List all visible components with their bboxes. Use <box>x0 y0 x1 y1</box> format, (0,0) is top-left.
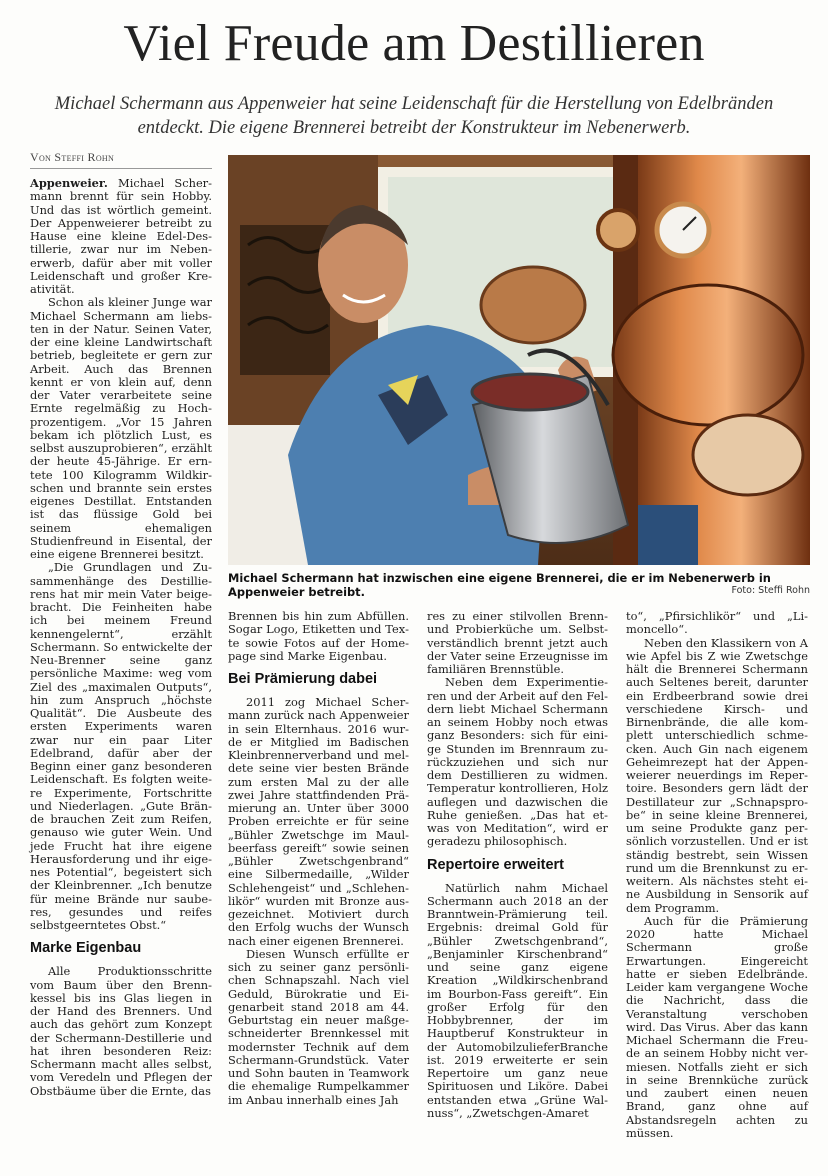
paragraph: Diesen Wunsch erfüllte er sich zu seiner ganz persönlichen Schnapszahl. Nach viel Geduld, Bürokratie und Eigenarbeit stand 2018 am 44. Geburtstag ein neuer maßgeschneiderter Brennkessel mit modernster Technik auf dem Schermann-Grundstück. Vater und Sohn bauten in Teamwork die ehemalige Rumpelkammer im Anbau innerhalb eines Jah <box>228 946 409 1107</box>
subheading: Marke Eigenbau <box>30 940 142 957</box>
paragraph-text: Michael Schermann brennt für sein Hobby. Und das ist wörtlich gemeint. Der Appenweierer betreibt zu Hause eine kleine Edel-Destillerie, zwar nur im Nebenerwerb, dafür aber mit voller Leidenschaft und großer Kreativität. <box>30 176 212 296</box>
subheading: Bei Prämierung dabei <box>228 671 378 687</box>
column-3 <box>427 610 608 1120</box>
photo-credit: Foto: Steffi Rohn <box>731 585 810 596</box>
paragraph: to“, „Pfirsichlikör“ und „Limoncello“. <box>626 609 808 637</box>
paragraph: res zu einer stilvollen Brenn- und Probierküche um. Selbstverständlich brennt jetzt auch der Vater seine Erzeugnisse im familiären Brennstüble. <box>427 609 608 676</box>
photo-caption: Michael Schermann hat inzwischen eine eigene Brennerei, die er im Nebenerwerb in Appenweier betreibt. <box>228 571 771 599</box>
paragraph: Brennen bis hin zum Abfüllen. Sogar Logo, Etiketten und Texte sowie Fotos auf der Homepage sind Marke Eigenbau. <box>228 609 409 663</box>
dateline: Appenweier. <box>30 176 108 190</box>
column-4 <box>626 610 808 1140</box>
paragraph <box>30 177 212 296</box>
paragraph: „Die Grundlagen und Zusammenhänge des Destillierens hat mir mein Vater beigebracht. Die Feinheiten habe ich bei meinem Freund kennengelernt“, erzählt Schermann. So entwickelte der Neu-Brenner seine ganz persönliche Maxime: weg vom Ziel des „maximalen Outputs“, hin zum Anspruch „höchste Qualität“. Die Ausbeute des ersten Experiments waren zwar nur ein paar Liter Edelbrand, dafür aber der Beginn einer ganz besonderen Leidenschaft. Es folgten weitere Experimente, Fortschritte und Niederlagen. „Gute Brände brauchen Zeit zum Reifen, genauso wie guter Wein. Und jede Frucht hat ihre eigene Herausforderung und ihr eigenes Potential“, begeistert sich der Kleinbrenner. „Ich benutze für meine Brände nur sauberes, gesundes und reifes selbstgeerntetes Obst.“ <box>30 560 212 932</box>
byline: Von Steffi Rohn <box>30 150 212 169</box>
subheading: Repertoire erweitert <box>427 856 564 873</box>
column-2 <box>228 610 409 1107</box>
paragraph: Natürlich nahm Michael Schermann auch 2018 an der Branntwein-Prämierung teil. Ergebnis: dreimal Gold für „Bühler Zwetschgenbrand“, „Benjaminler Kirschenbrand“ und seine ganz eigene Kreation „Wildkirschenbrand im Bourbon-Fass gereift“. Ein großer Erfolg für den Hobbybrenner, der im Hauptberuf Konstrukteur in der AutomobilzulieferBranche ist. 2019 erweiterte er sein Repertoire um ganz neue Spirituosen und Liköre. Dabei entstanden etwa „Grüne Walnuss“, „Zwetschgen-Amaret <box>427 880 608 1120</box>
article-headline: Viel Freude am Destillieren <box>123 15 705 72</box>
paragraph: Alle Produktionsschritte vom Baum über den Brennkessel bis ins Glas liegen in der Hand des Brenners. Und auch das gehört zum Konzept der Schermann-Destillerie und hat ihren besonderen Reiz: Schermann macht alles selbst, vom Veredeln und Pflegen der Obstbäume über die Ernte, das <box>30 964 212 1098</box>
paragraph: Schon als kleiner Junge war Michael Schermann am liebsten in der Natur. Seinen Vater, der eine kleine Landwirtschaft betrieb, begleitete er gern zur Arbeit. Auch das Brennen kennt er von klein auf, denn der Vater verarbeitete seine Ernte regelmäßig zu Hochprozentigem. „Vor 15 Jahren bekam ich plötzlich Lust, es selbst auszuprobieren“, erzählt der heute 45-Jährige. Er erntete 100 Kilogramm Wildkirschen und brannte sein erstes eigenes Destillat. Entstanden ist das flüssige Gold bei seinem ehemaligen Studienfreund in Eisental, der eine eigene Brennerei besitzt. <box>30 295 212 561</box>
article-photo <box>228 155 810 565</box>
paragraph: 2011 zog Michael Schermann zurück nach Appenweier in sein Elternhaus. 2016 wurde er Mitglied im Badischen Kleinbrennerverband und meldete seine vier besten Brände zum ersten Mal zu der alle zwei Jahre stattfindenden Prämierung an. Unter über 3000 Proben erreichte er für seine „Bühler Zwetschge im Maulbeerfass gereift“ sowie seinen „Bühler Zwetschgenbrand“ eine Silbermedaille, „Wilder Schlehengeist“ und „Schlehenlikör“ wurden mit Bronze ausgezeichnet. Motiviert durch den Erfolg wuchs der Wunsch nach einer eigenen Brennerei. <box>228 695 409 948</box>
article-teaser: Michael Schermann aus Appenweier hat seine Leidenschaft für die Herstellung von Edelbränden entdeckt. Die eigene Brennerei betreibt der Konstrukteur im Nebenerwerb. <box>54 94 774 138</box>
paragraph: Auch für die Prämierung 2020 hatte Michael Schermann große Erwartungen. Eingereicht hatte er sieben Edelbrände. Leider kam vergangene Woche die Nachricht, dass die Veranstaltung verschoben wird. Das Virus. Aber das kann Michael Schermann die Freude an seinem Hobby nicht vermiesen. Notfalls zieht er sich in seine Brennküche zurück und zaubert einen neuen Brand, ganz ohne auf Abstandsregeln achten zu müssen. <box>626 913 808 1140</box>
paragraph: Neben den Klassikern von A wie Apfel bis Z wie Zwetschge hält die Brennerei Schermann auch Seltenes bereit, darunter ein Erdbeerbrand sowie drei verschiedene Kirsch- und Birnenbrände, die alle komplett unterschiedlich schmecken. Auch Gin nach eigenem Geheimrezept hat der Appenweierer neuerdings im Repertoire. Besonders gern lädt der Destillateur zur „Schnapsprobe“ in seine kleine Brennerei, um seine Produkte ganz persönlich vorzustellen. Und er ist ständig bestrebt, sein Wissen rund um die Brennkunst zu erweitern. Als nächstes steht eine Ausbildung in Sensorik auf dem Programm. <box>626 635 808 915</box>
column-1 <box>30 177 212 1098</box>
paragraph: Neben dem Experimentieren und der Arbeit auf den Feldern liebt Michael Schermann an seinem Hobby noch etwas ganz Besonders: sich für einige Stunden im Brennraum zurückzuziehen und sich nur dem Destillieren zu widmen. Temperatur kontrollieren, Holz auflegen und dazwischen die Ruhe genießen. „Das hat etwas von Meditation“, wird er geradezu philosophisch. <box>427 675 608 849</box>
distillery-photo-illustration <box>228 155 810 565</box>
